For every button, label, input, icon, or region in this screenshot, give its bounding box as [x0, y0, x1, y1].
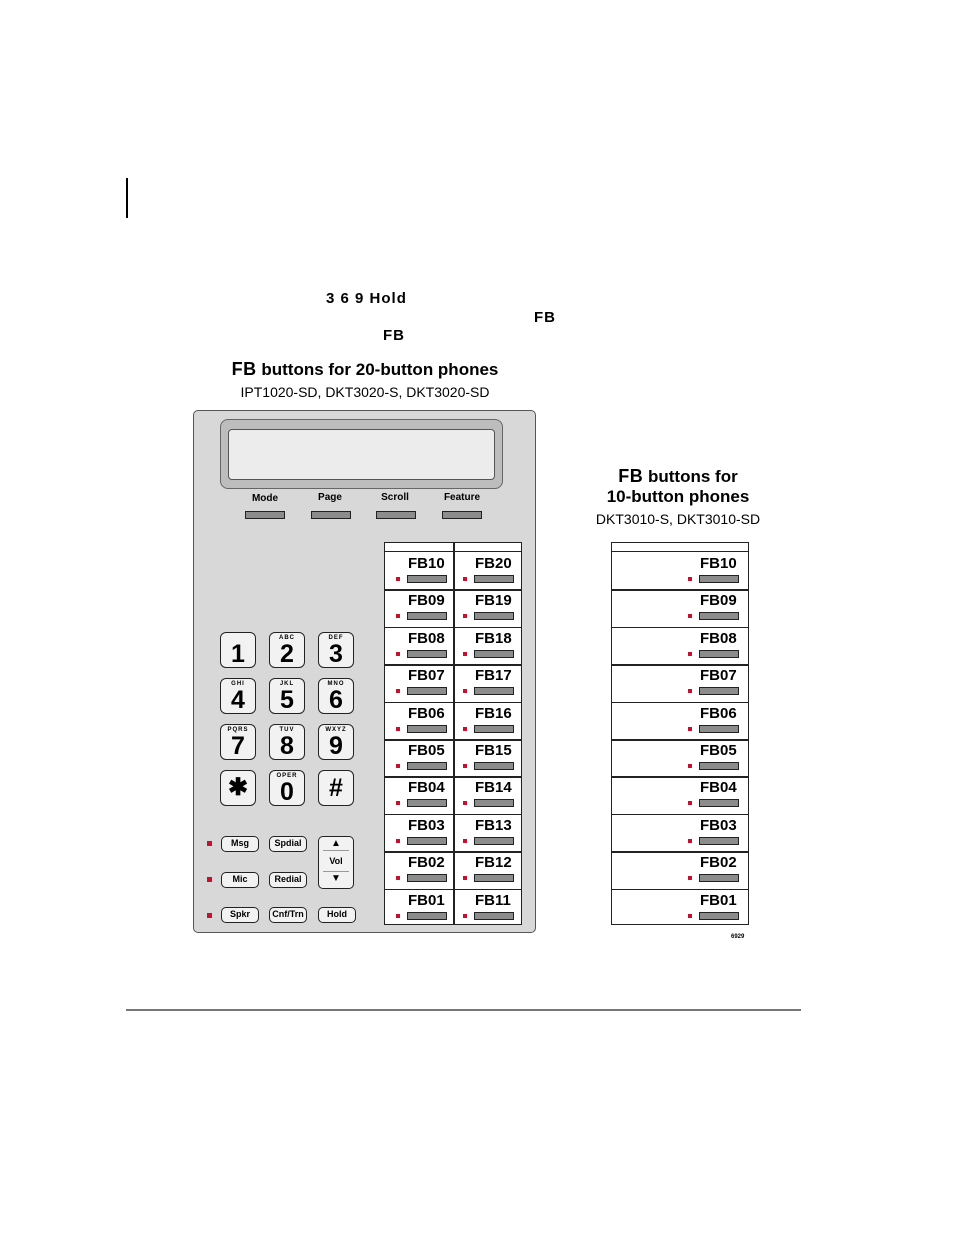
fb10-fb05-label: FB05 — [700, 742, 737, 759]
dial-key-0[interactable] — [269, 770, 305, 806]
fb10-fb06-led — [688, 727, 692, 731]
fb10-fb08-button[interactable] — [699, 650, 739, 658]
fb20-fb19-button[interactable] — [474, 612, 514, 620]
volume-rocker[interactable] — [318, 836, 354, 889]
fb20-fb18-label: FB18 — [475, 629, 512, 647]
dial-key-3[interactable] — [318, 632, 354, 668]
fb10-fb09-button[interactable] — [699, 612, 739, 620]
fb10-fb10-led — [688, 577, 692, 581]
fb20-fb13-label: FB13 — [475, 816, 512, 834]
fb-row-divider — [385, 739, 521, 741]
fb-row-divider — [385, 627, 521, 629]
dial-key-7-digit: 7 — [231, 732, 245, 760]
fb20-fb02-button[interactable] — [407, 874, 447, 882]
lcd-display — [228, 429, 495, 480]
fb-row-divider — [612, 664, 748, 666]
hold-button[interactable]: Hold — [318, 907, 356, 923]
figure20-heading-rest: buttons for 20-button phones — [256, 360, 499, 379]
fb10-fb05-led — [688, 764, 692, 768]
redial-button[interactable]: Redial — [269, 872, 307, 888]
fb10-fb01-led — [688, 914, 692, 918]
fb10-fb03-button[interactable] — [699, 837, 739, 845]
fb20-fb12-button[interactable] — [474, 874, 514, 882]
fb20-fb04-led — [396, 801, 400, 805]
fb10-fb01-label: FB01 — [700, 891, 737, 909]
figure10-models: DKT3010-S, DKT3010-SD — [595, 511, 761, 527]
fb20-fb08-label: FB08 — [408, 629, 445, 647]
fb-row-divider — [612, 739, 748, 741]
fb-row-divider — [385, 814, 521, 816]
dial-key-1-digit: 1 — [231, 640, 245, 668]
spdial-button[interactable]: Spdial — [269, 836, 307, 852]
dial-key-9[interactable] — [318, 724, 354, 760]
fb-row-divider — [612, 776, 748, 778]
softkey-label-page: Page — [318, 492, 342, 503]
spkr-button[interactable]: Spkr — [221, 907, 259, 923]
fb20-fb17-led — [463, 689, 467, 693]
softkey-label-mode: Mode — [251, 493, 279, 504]
cnf-trn-button[interactable]: Cnf/Trn — [269, 907, 307, 923]
pound-icon: # — [329, 774, 343, 802]
fb10-fb05-button[interactable] — [699, 762, 739, 770]
dial-key-0-digit: 0 — [280, 778, 294, 806]
fb20-fb07-label: FB07 — [408, 667, 445, 685]
fb20-fb09-led — [396, 614, 400, 618]
fb20-fb20-led — [463, 577, 467, 581]
fb10-fb07-led — [688, 689, 692, 693]
msg-led — [207, 841, 212, 846]
fb20-fb02-led — [396, 876, 400, 880]
dial-key-6[interactable] — [318, 678, 354, 714]
figure20-heading-prefix: FB — [231, 359, 257, 379]
fragment-fb-1: FB — [534, 309, 556, 326]
fb-row-divider — [612, 627, 748, 629]
fb10-fb06-label: FB06 — [700, 704, 737, 722]
fb20-fb12-led — [463, 876, 467, 880]
fb20-fb05-led — [396, 764, 400, 768]
fb20-fb10-led — [396, 577, 400, 581]
dial-key-5[interactable] — [269, 678, 305, 714]
spkr-led — [207, 913, 212, 918]
fb10-fb09-led — [688, 614, 692, 618]
change-bar — [126, 178, 128, 218]
msg-button[interactable]: Msg — [221, 836, 259, 852]
fb20-fb13-led — [463, 839, 467, 843]
fb20-fb18-led — [463, 652, 467, 656]
figure10-heading-prefix: FB — [618, 466, 644, 486]
fb10-fb10-button[interactable] — [699, 575, 739, 583]
dial-key-1[interactable] — [220, 632, 256, 668]
fb10-fb02-led — [688, 876, 692, 880]
softkey-page-button[interactable] — [311, 511, 351, 519]
dial-key-8-letters: TUV — [279, 727, 295, 733]
fb-row-divider — [612, 702, 748, 704]
fb20-fb08-button[interactable] — [407, 650, 447, 658]
fb20-fb02-label: FB02 — [408, 854, 445, 872]
fb20-fb18-button[interactable] — [474, 650, 514, 658]
softkey-label-scroll: Scroll — [381, 492, 409, 503]
fb-row-divider — [612, 589, 748, 591]
fb10-fb02-label: FB02 — [700, 854, 737, 872]
dial-key-2-digit: 2 — [280, 640, 294, 668]
figure10-heading-line2: 10-button phones — [606, 487, 750, 506]
softkey-mode-button[interactable] — [245, 511, 285, 519]
dial-key-7[interactable] — [220, 724, 256, 760]
fb10-fb03-label: FB03 — [700, 816, 737, 834]
softkey-feature-button[interactable] — [442, 511, 482, 519]
fb-row-divider — [385, 851, 521, 853]
fb20-fb09-button[interactable] — [407, 612, 447, 620]
fb10-fb07-button[interactable] — [699, 687, 739, 695]
fb20-fb03-led — [396, 839, 400, 843]
fb10-fb07-label: FB07 — [700, 667, 737, 685]
fb-row-divider — [612, 851, 748, 853]
fb-row-divider — [385, 702, 521, 704]
fragment-keys: 3 6 9 Hold — [326, 290, 407, 307]
fb20-fb20-label: FB20 — [475, 555, 512, 572]
fb20-fb19-led — [463, 614, 467, 618]
dial-key-0-letters: OPER — [276, 773, 298, 779]
fb20-fb16-label: FB16 — [475, 704, 512, 722]
dial-key-star[interactable] — [220, 770, 256, 806]
asterisk-icon: ✱ — [227, 774, 249, 801]
fragment-fb-2: FB — [383, 327, 405, 344]
fb-row-divider — [385, 664, 521, 666]
fb20-fb17-label: FB17 — [475, 667, 512, 685]
fb20-fb04-button[interactable] — [407, 799, 447, 807]
fb20-fb17-button[interactable] — [474, 687, 514, 695]
dial-key-3-letters: DEF — [328, 635, 344, 641]
fb10-fb08-led — [688, 652, 692, 656]
dial-key-9-digit: 9 — [329, 732, 343, 760]
fb20-fb06-led — [396, 727, 400, 731]
fb20-fb15-led — [463, 764, 467, 768]
dial-key-5-digit: 5 — [280, 686, 294, 714]
fb20-fb15-button[interactable] — [474, 762, 514, 770]
dial-key-4[interactable] — [220, 678, 256, 714]
fb20-fb14-button[interactable] — [474, 799, 514, 807]
fb20-fb13-button[interactable] — [474, 837, 514, 845]
fb20-fb01-led — [396, 914, 400, 918]
fb-row-divider — [612, 889, 748, 891]
fb-panel-20 — [384, 542, 522, 925]
fb20-fb12-label: FB12 — [475, 854, 512, 872]
fb10-fb01-button[interactable] — [699, 912, 739, 920]
fb20-fb16-led — [463, 727, 467, 731]
dial-key-pound[interactable] — [318, 770, 354, 806]
mic-button[interactable]: Mic — [221, 872, 259, 888]
fb-row-divider — [385, 776, 521, 778]
fb20-fb20-button[interactable] — [474, 575, 514, 583]
fb20-fb03-button[interactable] — [407, 837, 447, 845]
dial-key-8-digit: 8 — [280, 732, 294, 760]
fb20-fb09-label: FB09 — [408, 592, 445, 610]
fb10-fb10-label: FB10 — [700, 555, 737, 572]
mic-led — [207, 877, 212, 882]
fb10-fb03-led — [688, 839, 692, 843]
fb20-fb08-led — [396, 652, 400, 656]
fb-row-divider — [385, 589, 521, 591]
fb20-fb14-led — [463, 801, 467, 805]
figure20-heading — [200, 359, 530, 380]
fb20-fb10-button[interactable] — [407, 575, 447, 583]
dial-key-3-digit: 3 — [329, 640, 343, 668]
fb20-fb06-label: FB06 — [408, 704, 445, 722]
fb20-fb07-button[interactable] — [407, 687, 447, 695]
fb10-fb02-button[interactable] — [699, 874, 739, 882]
figure10-heading — [578, 466, 778, 487]
fb10-fb04-led — [688, 801, 692, 805]
fb20-fb05-button[interactable] — [407, 762, 447, 770]
fb20-fb19-label: FB19 — [475, 592, 512, 610]
fb20-fb04-label: FB04 — [408, 779, 445, 797]
fb20-fb03-label: FB03 — [408, 816, 445, 834]
fb20-fb11-label: FB11 — [475, 891, 511, 909]
dial-key-4-digit: 4 — [231, 686, 245, 714]
softkey-label-feature: Feature — [443, 492, 481, 503]
fb-row-divider — [385, 889, 521, 891]
fb20-fb10-label: FB10 — [408, 555, 445, 572]
volume-up-icon[interactable]: ▲ — [331, 838, 341, 849]
dial-key-5-letters: JKL — [279, 681, 295, 687]
figure10-heading-rest: buttons for — [643, 467, 738, 486]
fb20-fb01-button[interactable] — [407, 912, 447, 920]
dial-key-7-letters: PQRS — [227, 727, 249, 733]
fb20-fb16-button[interactable] — [474, 725, 514, 733]
fb-row-divider — [612, 814, 748, 816]
dial-key-2[interactable] — [269, 632, 305, 668]
fb10-fb08-label: FB08 — [700, 629, 737, 647]
fb20-fb05-label: FB05 — [408, 742, 445, 759]
fb20-fb15-label: FB15 — [475, 742, 512, 759]
fb10-fb09-label: FB09 — [700, 592, 737, 610]
dial-key-6-letters: MNO — [327, 681, 345, 687]
dial-key-4-letters: GHI — [231, 681, 245, 687]
fb20-fb11-led — [463, 914, 467, 918]
softkey-scroll-button[interactable] — [376, 511, 416, 519]
dial-key-8[interactable] — [269, 724, 305, 760]
fb20-fb14-label: FB14 — [475, 779, 512, 797]
bottom-rule — [126, 1009, 801, 1011]
fb20-fb01-label: FB01 — [408, 891, 445, 909]
fb-panel-10 — [611, 542, 749, 925]
fb20-fb07-led — [396, 689, 400, 693]
fb20-fb11-button[interactable] — [474, 912, 514, 920]
dial-key-6-digit: 6 — [329, 686, 343, 714]
fb10-fb06-button[interactable] — [699, 725, 739, 733]
volume-down-icon[interactable]: ▼ — [331, 873, 341, 884]
dial-key-2-letters: ABC — [279, 635, 295, 641]
fb10-fb04-label: FB04 — [700, 779, 737, 797]
dial-key-9-letters: WXYZ — [325, 727, 347, 733]
fb10-fb04-button[interactable] — [699, 799, 739, 807]
figure20-models: IPT1020-SD, DKT3020-S, DKT3020-SD — [240, 384, 490, 400]
volume-label: Vol — [329, 856, 343, 866]
figure-id: 6929 — [731, 934, 745, 940]
fb20-fb06-button[interactable] — [407, 725, 447, 733]
